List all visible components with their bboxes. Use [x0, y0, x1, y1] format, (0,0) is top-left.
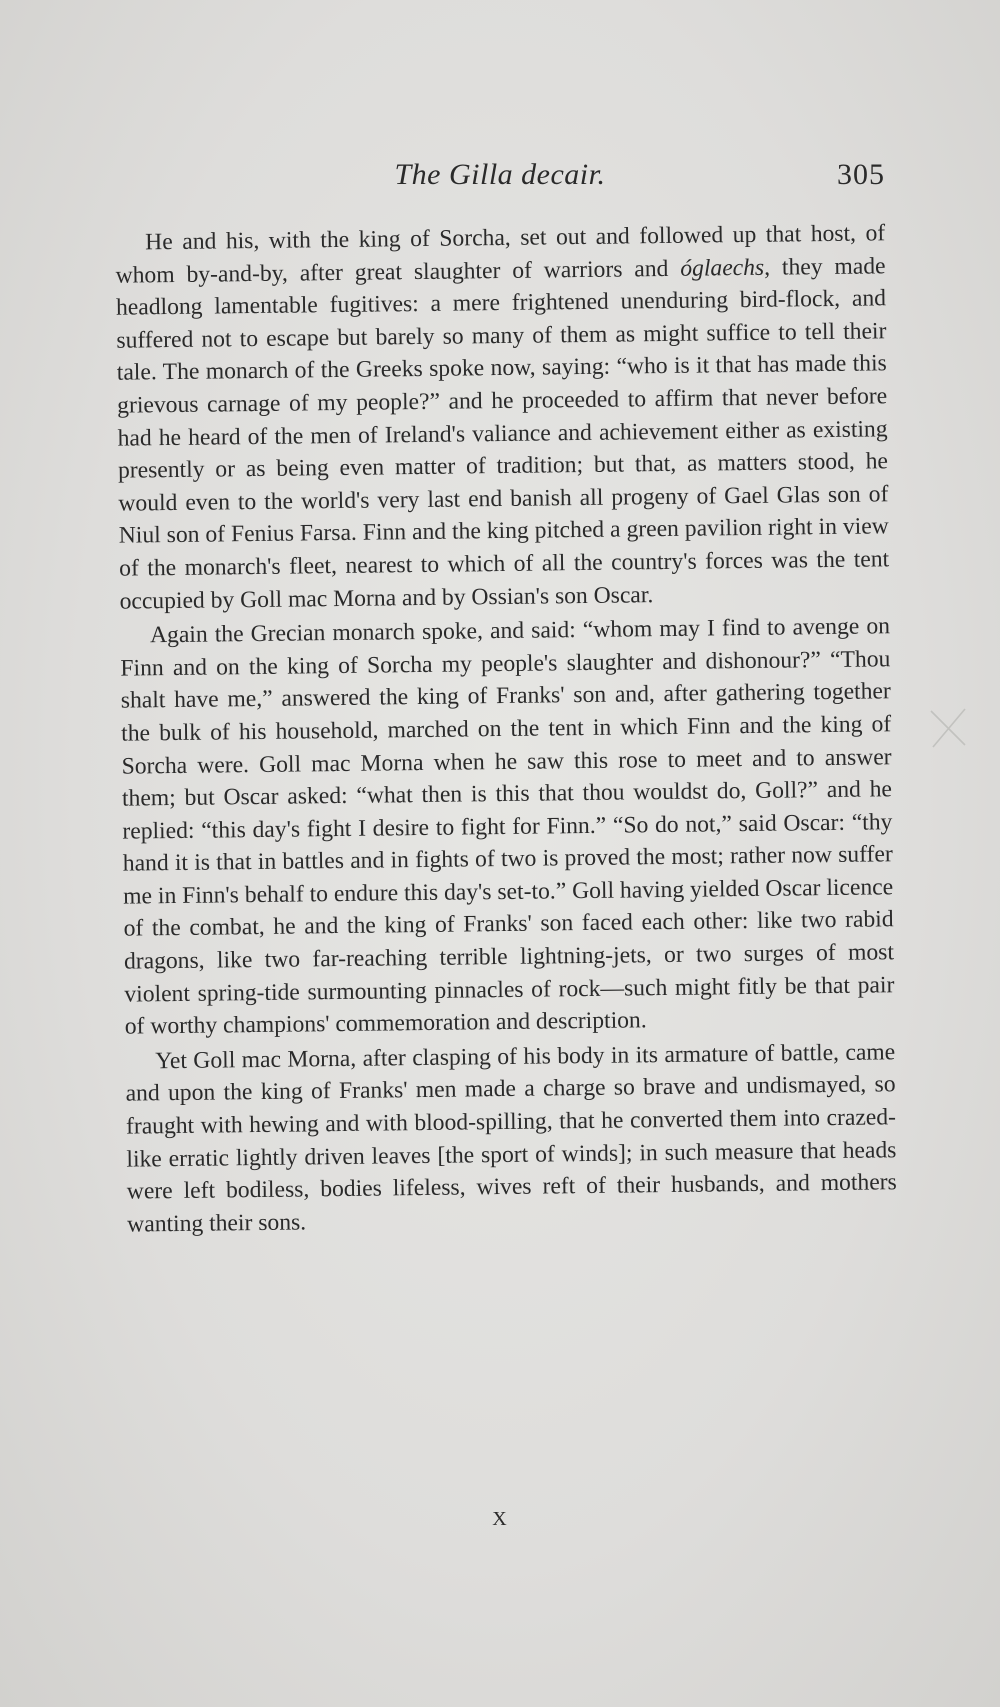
pencil-x-mark-icon [925, 705, 971, 751]
signature-mark: X [492, 1508, 508, 1530]
paragraph-3: Yet Goll mac Morna, after clasping of his body in its armature of battle, came and upon the king of Franks' men made a charge so brave and undismayed, so fraught with hewing and with blood-spilling, that he converted them into crazed-like erratic lightly driven leaves [the sport of winds]; in such measure that heads were left bodiless, bodies lifeless, wives reft of their husbands, and mothers wanting their sons. [125, 1039, 897, 1238]
paragraph-1 [115, 217, 890, 618]
running-header [115, 158, 885, 208]
paragraph-1-italic-term: óglaechs [680, 254, 765, 282]
body-text [115, 217, 897, 1243]
page-number: 305 [837, 158, 885, 191]
paragraph-1-text-b: , they made headlong lamentable fugitives: a mere frightened unenduring bird-flock, and suffered not to escape but barely so many of them as might suffice to tell their tale. The monarch of the Greeks spoke now, saying: “who is it that has made this grievous carnage of my people?” and he proceeded to affirm that never before had he heard of the men of Ireland's valiance and achievement either as existing presently or as being even matter of tradition; but that, as matters stood, he would even to the world's very last end banish all progeny of Gael Glas son of Niul son of Fenius Farsa. Finn and the king pitched a green pavilion right in view of the monarch's fleet, nearest to which of all the country's forces was the tent occupied by Goll mac Morna and by Ossian's son Oscar. [115, 252, 890, 615]
running-title: The Gilla decair. [394, 158, 606, 191]
paragraph-1-text-a: He and his, with the king of Sorcha, set out and followed up that host, of whom by-and-by, after great slaughter of warriors and [115, 220, 886, 289]
paragraph-2: Again the Grecian monarch spoke, and said: “whom may I find to avenge on Finn and on the king of Sorcha my people's slaughter and dishonour?” “Thou shalt have me,” answered the king of Franks' son and, after gathering together the bulk of his household, marched on the tent in which Finn and the king of Sorcha were. Goll mac Morna when he saw this rose to meet and to answer them; but Oscar asked: “what then is this that thou wouldst do, Goll?” and he replied: “this day's fight I desire to fight for Finn.” “So do not,” said Oscar: “thy hand it is that in battles and in fights of two is proved the most; rather now suffer me in Finn's behalf to endure this day's set-to.” Goll having yielded Oscar licence of the combat, he and the king of Franks' son faced each other: like two rabid dragons, like two far-reaching terrible lightning-jets, or two surges of most violent spring-tide surmounting pinnacles of rock—such might fitly be that pair of worthy champions' commemoration and description. [120, 613, 895, 1040]
